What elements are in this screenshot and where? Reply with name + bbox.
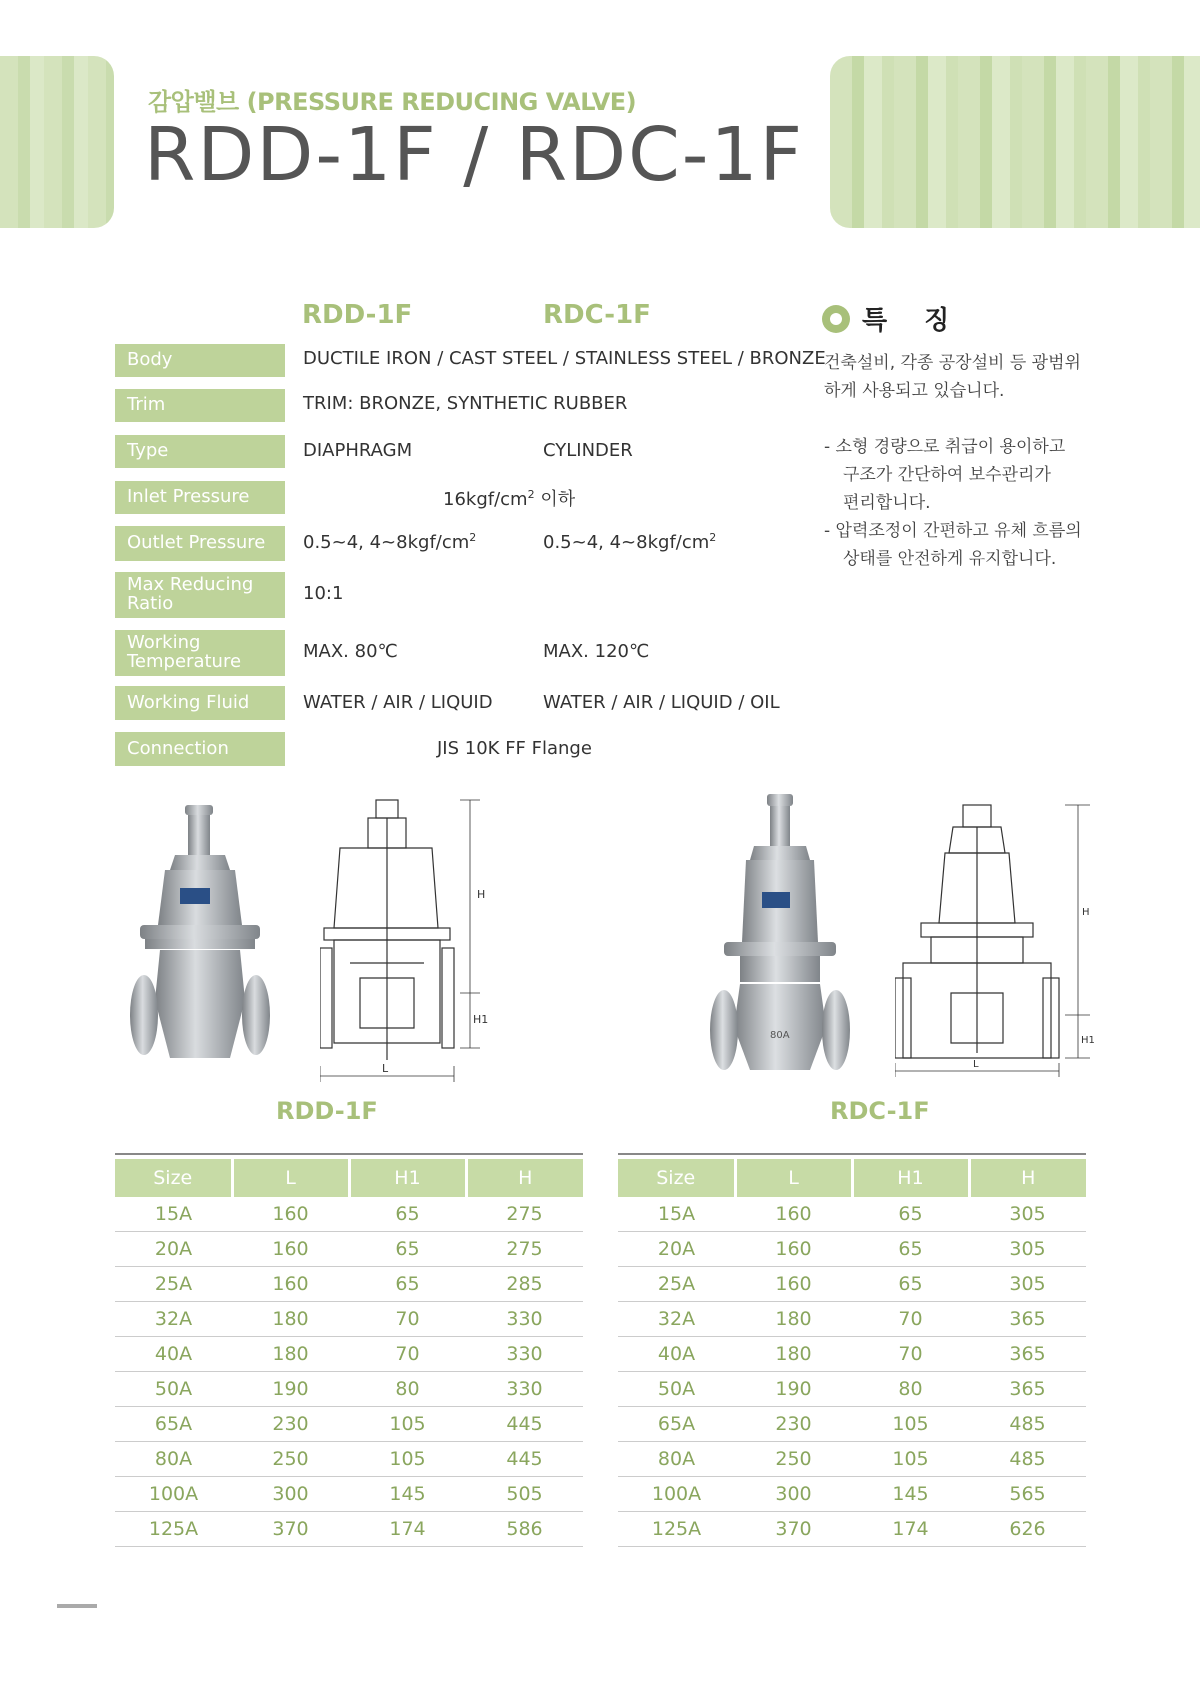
rdc-table-topline <box>618 1153 1086 1155</box>
table-cell: 305 <box>969 1267 1086 1302</box>
svg-text:L: L <box>382 1062 389 1075</box>
table-row <box>618 1512 1086 1547</box>
table-cell: 40A <box>115 1337 232 1372</box>
spec-trim-value: TRIM: BRONZE, SYNTHETIC RUBBER <box>303 393 628 414</box>
table-row <box>115 1442 583 1477</box>
table-cell: 365 <box>969 1372 1086 1407</box>
table-cell: 565 <box>969 1477 1086 1512</box>
rdd-photo-caption: RDD-1F <box>276 1097 378 1125</box>
spec-col-rdc: RDC-1F <box>543 300 651 330</box>
spec-body-value: DUCTILE IRON / CAST STEEL / STAINLESS STEEL / BRONZE <box>303 348 826 369</box>
table-cell: 160 <box>735 1267 852 1302</box>
table-cell: 180 <box>735 1302 852 1337</box>
table-cell: 180 <box>232 1302 349 1337</box>
svg-text:H1: H1 <box>1081 1035 1095 1046</box>
spec-label-outlet: Outlet Pressure <box>115 526 285 561</box>
table-cell: 174 <box>852 1512 969 1547</box>
table-cell: 15A <box>115 1197 232 1232</box>
table-cell: 160 <box>232 1197 349 1232</box>
table-row <box>618 1477 1086 1512</box>
spec-label-body: Body <box>115 344 285 377</box>
spec-temp-rdc: MAX. 120℃ <box>543 641 650 662</box>
table-cell: 160 <box>232 1232 349 1267</box>
table-cell: 330 <box>466 1302 583 1337</box>
spec-label-fluid: Working Fluid <box>115 686 285 720</box>
spec-label-temperature: Working Temperature <box>115 630 285 676</box>
table-row <box>618 1302 1086 1337</box>
table-cell: 125A <box>115 1512 232 1547</box>
table-row <box>618 1407 1086 1442</box>
table-cell: 160 <box>735 1232 852 1267</box>
table-cell: 15A <box>618 1197 735 1232</box>
table-cell: 65 <box>349 1267 466 1302</box>
table-row <box>115 1337 583 1372</box>
table-cell: 180 <box>232 1337 349 1372</box>
table-cell: 100A <box>618 1477 735 1512</box>
spec-outlet-rdc: 0.5~4, $4\sim 8kgf/cm^2$ <box>543 531 717 553</box>
table-cell: 300 <box>735 1477 852 1512</box>
rdc-dimension-table <box>618 1159 1086 1547</box>
table-cell: 145 <box>349 1477 466 1512</box>
rdd-table-topline <box>115 1153 583 1155</box>
table-row <box>115 1232 583 1267</box>
table-header-row <box>115 1159 583 1197</box>
table-row <box>618 1337 1086 1372</box>
table-cell: 65 <box>852 1197 969 1232</box>
feature-bullet-icon <box>822 305 850 333</box>
table-cell: 305 <box>969 1232 1086 1267</box>
feature-2-line-2: 상태를 안전하게 유지합니다. <box>843 549 1057 569</box>
table-cell: 485 <box>969 1442 1086 1477</box>
spec-outlet-rdd: 0.5~4, $4\sim 8kgf/cm^2$ <box>303 531 477 553</box>
table-cell: 80A <box>115 1442 232 1477</box>
table-cell: 50A <box>618 1372 735 1407</box>
table-cell: 180 <box>735 1337 852 1372</box>
spec-label-inlet: Inlet Pressure <box>115 481 285 514</box>
rdc-section-drawing <box>895 803 1095 1088</box>
rdd-section-drawing <box>320 798 505 1088</box>
table-cell: 105 <box>349 1442 466 1477</box>
column-header: Size <box>115 1159 232 1197</box>
table-cell: 174 <box>349 1512 466 1547</box>
table-cell: 445 <box>466 1442 583 1477</box>
column-header: H <box>466 1159 583 1197</box>
spec-inlet-value: $16kgf/cm^2$ 이하 <box>443 488 576 510</box>
table-cell: 80 <box>349 1372 466 1407</box>
table-cell: 230 <box>735 1407 852 1442</box>
table-cell: 105 <box>349 1407 466 1442</box>
spec-temp-rdd: MAX. 80℃ <box>303 641 398 662</box>
svg-text:H: H <box>1082 907 1090 918</box>
table-cell: 445 <box>466 1407 583 1442</box>
table-cell: 505 <box>466 1477 583 1512</box>
table-cell: 586 <box>466 1512 583 1547</box>
table-cell: 160 <box>232 1267 349 1302</box>
table-cell: 626 <box>969 1512 1086 1547</box>
feature-2-line-1: - 압력조정이 간편하고 유체 흐름의 <box>824 521 1082 541</box>
table-cell: 50A <box>115 1372 232 1407</box>
table-cell: 80 <box>852 1372 969 1407</box>
features-intro-1: 건축설비, 각종 공장설비 등 광범위 <box>824 353 1081 373</box>
table-cell: 370 <box>232 1512 349 1547</box>
table-row <box>115 1267 583 1302</box>
spec-label-max-ratio: Max Reducing Ratio <box>115 572 285 618</box>
header-band-left <box>0 56 114 228</box>
column-header: H <box>969 1159 1086 1197</box>
table-row <box>618 1232 1086 1267</box>
table-header-row <box>618 1159 1086 1197</box>
table-cell: 230 <box>232 1407 349 1442</box>
spec-ratio-value: 10:1 <box>303 583 344 604</box>
spec-label-connection: Connection <box>115 732 285 766</box>
table-row <box>618 1267 1086 1302</box>
table-cell: 70 <box>852 1337 969 1372</box>
features-title: 특 징 <box>862 306 964 336</box>
column-header: H1 <box>852 1159 969 1197</box>
table-cell: 80A <box>618 1442 735 1477</box>
table-cell: 190 <box>735 1372 852 1407</box>
table-cell: 65 <box>852 1267 969 1302</box>
spec-type-rdd: DIAPHRAGM <box>303 440 413 461</box>
table-cell: 70 <box>349 1337 466 1372</box>
svg-text:80A: 80A <box>770 1030 790 1041</box>
table-cell: 370 <box>735 1512 852 1547</box>
table-row <box>618 1442 1086 1477</box>
column-header: H1 <box>349 1159 466 1197</box>
table-cell: 250 <box>735 1442 852 1477</box>
table-cell: 330 <box>466 1337 583 1372</box>
page-marker <box>57 1604 97 1608</box>
table-row <box>115 1407 583 1442</box>
spec-connection-value: JIS 10K FF Flange <box>437 738 592 759</box>
table-cell: 25A <box>618 1267 735 1302</box>
table-row <box>618 1197 1086 1232</box>
table-cell: 65 <box>349 1232 466 1267</box>
table-cell: 20A <box>115 1232 232 1267</box>
column-header: L <box>232 1159 349 1197</box>
table-cell: 250 <box>232 1442 349 1477</box>
table-cell: 100A <box>115 1477 232 1512</box>
table-row <box>618 1372 1086 1407</box>
table-cell: 20A <box>618 1232 735 1267</box>
table-row <box>115 1477 583 1512</box>
table-cell: 65 <box>349 1197 466 1232</box>
table-cell: 25A <box>115 1267 232 1302</box>
feature-1-line-1: - 소형 경량으로 취급이 용이하고 <box>824 437 1066 457</box>
table-cell: 40A <box>618 1337 735 1372</box>
rdd-dimension-table <box>115 1159 583 1547</box>
column-header: L <box>735 1159 852 1197</box>
table-cell: 330 <box>466 1372 583 1407</box>
table-cell: 190 <box>232 1372 349 1407</box>
table-cell: 65A <box>618 1407 735 1442</box>
spec-fluid-rdd: WATER / AIR / LIQUID <box>303 692 493 713</box>
feature-1-line-2: 구조가 간단하여 보수관리가 <box>843 465 1051 485</box>
table-cell: 125A <box>618 1512 735 1547</box>
spec-type-rdc: CYLINDER <box>543 440 633 461</box>
table-row <box>115 1512 583 1547</box>
table-row <box>115 1302 583 1337</box>
features-intro-2: 하게 사용되고 있습니다. <box>824 381 1005 401</box>
table-cell: 275 <box>466 1197 583 1232</box>
table-cell: 32A <box>618 1302 735 1337</box>
table-row <box>115 1372 583 1407</box>
table-cell: 365 <box>969 1337 1086 1372</box>
table-cell: 305 <box>969 1197 1086 1232</box>
spec-label-trim: Trim <box>115 389 285 422</box>
svg-text:L: L <box>973 1059 979 1070</box>
page-subtitle: 감압밸브 (PRESSURE REDUCING VALVE) <box>148 88 637 116</box>
svg-text:H: H <box>477 888 486 901</box>
table-cell: 160 <box>735 1197 852 1232</box>
table-cell: 65A <box>115 1407 232 1442</box>
rdc-valve-photo <box>710 792 850 1077</box>
table-cell: 285 <box>466 1267 583 1302</box>
table-cell: 145 <box>852 1477 969 1512</box>
svg-text:H1: H1 <box>473 1013 489 1026</box>
spec-fluid-rdc: WATER / AIR / LIQUID / OIL <box>543 692 780 713</box>
page-title: RDD-1F / RDC-1F <box>144 112 805 198</box>
table-cell: 105 <box>852 1442 969 1477</box>
table-cell: 300 <box>232 1477 349 1512</box>
table-cell: 365 <box>969 1302 1086 1337</box>
table-cell: 70 <box>349 1302 466 1337</box>
table-cell: 275 <box>466 1232 583 1267</box>
table-cell: 70 <box>852 1302 969 1337</box>
table-cell: 485 <box>969 1407 1086 1442</box>
column-header: Size <box>618 1159 735 1197</box>
rdd-valve-photo <box>130 800 270 1075</box>
spec-col-rdd: RDD-1F <box>302 300 413 330</box>
table-row <box>115 1197 583 1232</box>
table-cell: 32A <box>115 1302 232 1337</box>
table-cell: 105 <box>852 1407 969 1442</box>
spec-label-type: Type <box>115 435 285 468</box>
table-cell: 65 <box>852 1232 969 1267</box>
rdc-photo-caption: RDC-1F <box>830 1097 930 1125</box>
header-band-right <box>830 56 1200 228</box>
feature-1-line-3: 편리합니다. <box>843 493 931 513</box>
